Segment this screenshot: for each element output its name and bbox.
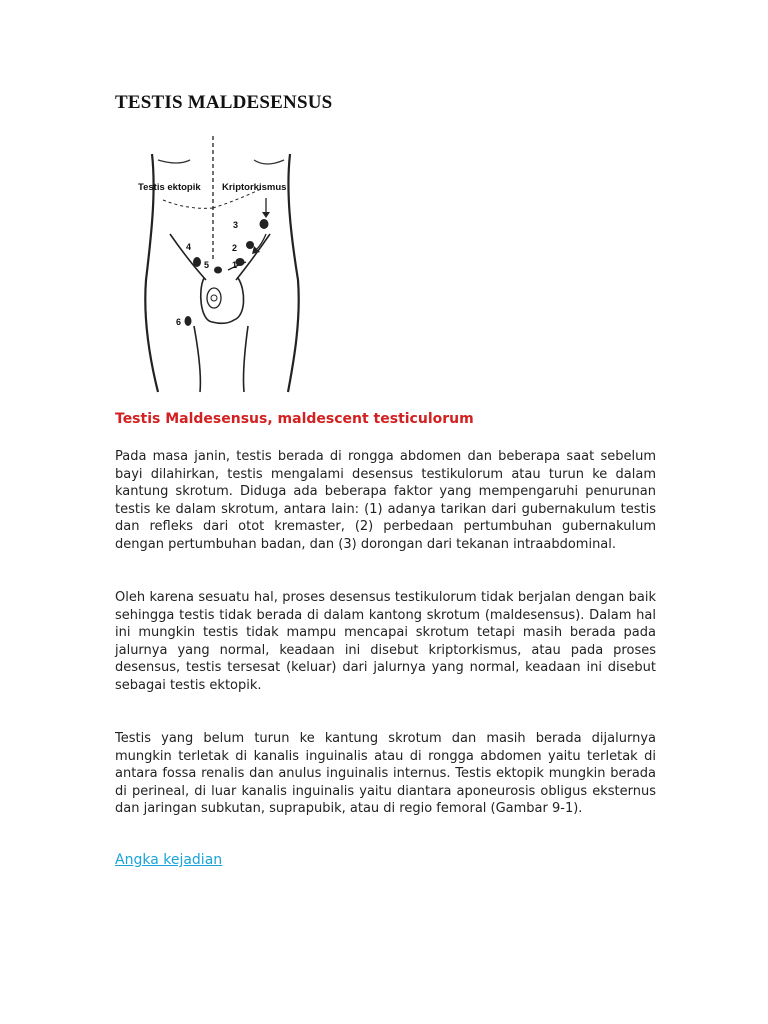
paragraph: Pada masa janin, testis berada di rongga abdomen dan beberapa saat sebelum bayi dilahirkan, testis mengalami desensus testikulorum atau turun ke dalam kantung skrotum. Diduga ada beberapa faktor yang mempengaruhi penurunan testis ke dalam skrotum, antara lain: (1) adanya tarikan dari gubernakulum testis dan refleks dari otot kremaster, (2) perbedaan pertumbuhan gubernakulum dengan pertumbuhan badan, dan (3) dorongan dari tekanan intraabdominal. — [115, 449, 656, 552]
maldescended-testis-illustration — [138, 130, 310, 398]
section-subtitle: Testis Maldesensus, maldescent testiculorum — [115, 411, 474, 427]
figure-number-3: 3 — [233, 220, 239, 230]
figure-number-2: 2 — [232, 243, 238, 253]
figure-label-ectopic: Testis ektopik — [138, 182, 201, 193]
page-title: TESTIS MALDESENSUS — [115, 92, 333, 113]
figure-label-cryptorchid: Kriptorkismus — [222, 182, 287, 193]
figure-number-4: 4 — [186, 242, 192, 252]
figure-number-5: 5 — [204, 260, 210, 270]
figure-number-6: 6 — [176, 317, 182, 327]
angka-kejadian-link[interactable]: Angka kejadian — [115, 852, 223, 868]
anatomy-figure — [138, 130, 310, 398]
paragraph: Testis yang belum turun ke kantung skrotum dan masih berada dijalurnya mungkin terletak di kanalis inguinalis atau di rongga abdomen yaitu terletak di antara fossa renalis dan anulus inguinalis internus. Testis ektopik mungkin berada di perineal, di luar kanalis inguinalis yaitu diantara aponeurosis obligus eksternus dan jaringan subkutan, suprapubik, atau di regio femoral (Gambar 9-1). — [115, 731, 656, 817]
paragraph: Oleh karena sesuatu hal, proses desensus testikulorum tidak berjalan dengan baik sehingga testis tidak berada di dalam kantong skrotum (maldesensus). Dalam hal ini mungkin testis tidak mampu mencapai skrotum tetapi masih berada pada jalurnya yang normal, keadaan ini disebut kriptorkismus, atau pada proses desensus, testis tersesat (keluar) dari jalurnya yang normal, keadaan ini disebut sebagai testis ektopik. — [115, 590, 656, 693]
figure-number-1: 1 — [232, 260, 238, 270]
